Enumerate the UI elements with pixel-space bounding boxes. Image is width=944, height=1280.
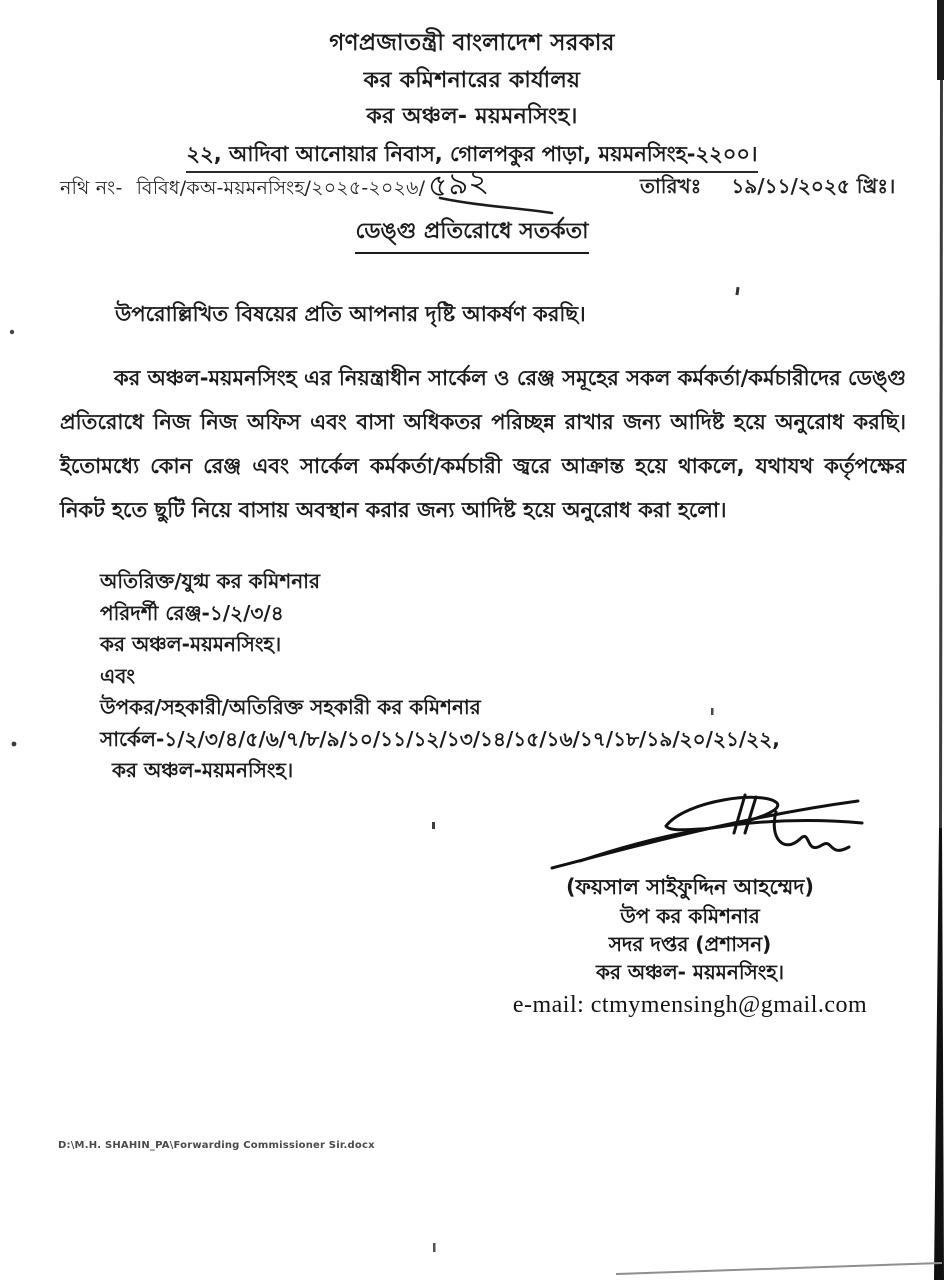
office-address: ২২, আদিবা আনোয়ার নিবাস, গোলপকুর পাড়া, ময়মনসিংহ-২২০০। [186, 139, 757, 173]
signatory-designation: উপ কর কমিশনার [620, 904, 760, 928]
recipient-line: কর অঞ্চল-ময়মনসিংহ। [100, 632, 282, 656]
recipient-line: কর অঞ্চল-ময়মনসিংহ। [112, 758, 294, 782]
recipient-line: অতিরিক্ত/যুগ্ম কর কমিশনার [100, 569, 320, 593]
handwritten-signature-icon [548, 788, 868, 878]
document-file-path: D:\M.H. SHAHIN_PA\Forwarding Commissioner Sir.docx [58, 1140, 375, 1151]
letterhead [0, 24, 944, 173]
subject-wrap [0, 214, 944, 254]
recipient-block [100, 566, 840, 787]
recipient-line: এবং [100, 663, 135, 688]
government-name: গণপ্রজাতন্ত্রী বাংলাদেশ সরকার [329, 30, 615, 56]
memo-number-line [60, 174, 425, 206]
handwritten-serial-number: ৫৯২ [426, 162, 490, 206]
memo-number: বিবিধ/কঅ-ময়মনসিংহ/২০২৫-২০২৬/ [136, 177, 426, 199]
signatory-zone: কর অঞ্চল- ময়মনসিংহ। [595, 960, 785, 984]
office-name: কর কমিশনারের কার্যালয় [363, 68, 581, 93]
recipient-line: উপকর/সহকারী/অতিরিক্ত সহকারী কর কমিশনার [100, 695, 481, 719]
signatory-block [480, 872, 900, 1022]
date-label: তারিখঃ [640, 174, 702, 198]
date-value: ১৯/১১/২০২৫ খ্রিঃ। [731, 174, 896, 198]
signatory-email: e-mail: ctmymensingh@gmail.com [512, 992, 868, 1018]
recipient-line: পরিদর্শী রেঞ্জ-১/২/৩/৪ [100, 600, 284, 625]
signatory-name: (ফয়সাল সাইফুদ্দিন আহম্মেদ) [565, 875, 815, 899]
tax-zone-name: কর অঞ্চল- ময়মনসিংহ। [366, 104, 578, 129]
memo-label: নথি নং- [60, 177, 123, 199]
date-line [640, 172, 895, 205]
main-paragraph: কর অঞ্চল-ময়মনসিংহ এর নিয়ন্ত্রাধীন সার্কেল ও রেঞ্জ সমূহের সকল কর্মকর্তা/কর্মচারীদের ডেঙ্গু প্রতিরোধে নিজ নিজ অফিস এবং বাসা অধিকতর পরিচ্ছন্ন রাখার জন্য আদিষ্ট হয়ে অনুরোধ করছি। ইতোমধ্যে কোন রেঞ্জ এবং সার্কেল কর্মকর্তা/কর্মচারী জ্বরে আক্রান্ত হয়ে থাকলে, যথাযথ কর্তৃপক্ষের নিকট হতে ছুটি নিয়ে বাসায় অবস্থান করার জন্য আদিষ্ট হয়ে অনুরোধ করা হলো। [60, 366, 906, 522]
recipient-line: সার্কেল-১/২/৩/৪/৫/৬/৭/৮/৯/১০/১১/১২/১৩/১৪/১৫/১৬/১৭/১৮/১৯/২০/২১/২২, [100, 726, 780, 751]
handwritten-underline-stroke [438, 194, 558, 216]
signatory-department: সদর দপ্তর (প্রশাসন) [608, 932, 772, 956]
salutation-paragraph: উপরোল্লিখিত বিষয়ের প্রতি আপনার দৃষ্টি আকর্ষণ করছি। [115, 302, 586, 326]
subject-line: ডেঙ্গু প্রতিরোধে সতর্কতা [355, 214, 588, 254]
reference-row [0, 162, 944, 218]
